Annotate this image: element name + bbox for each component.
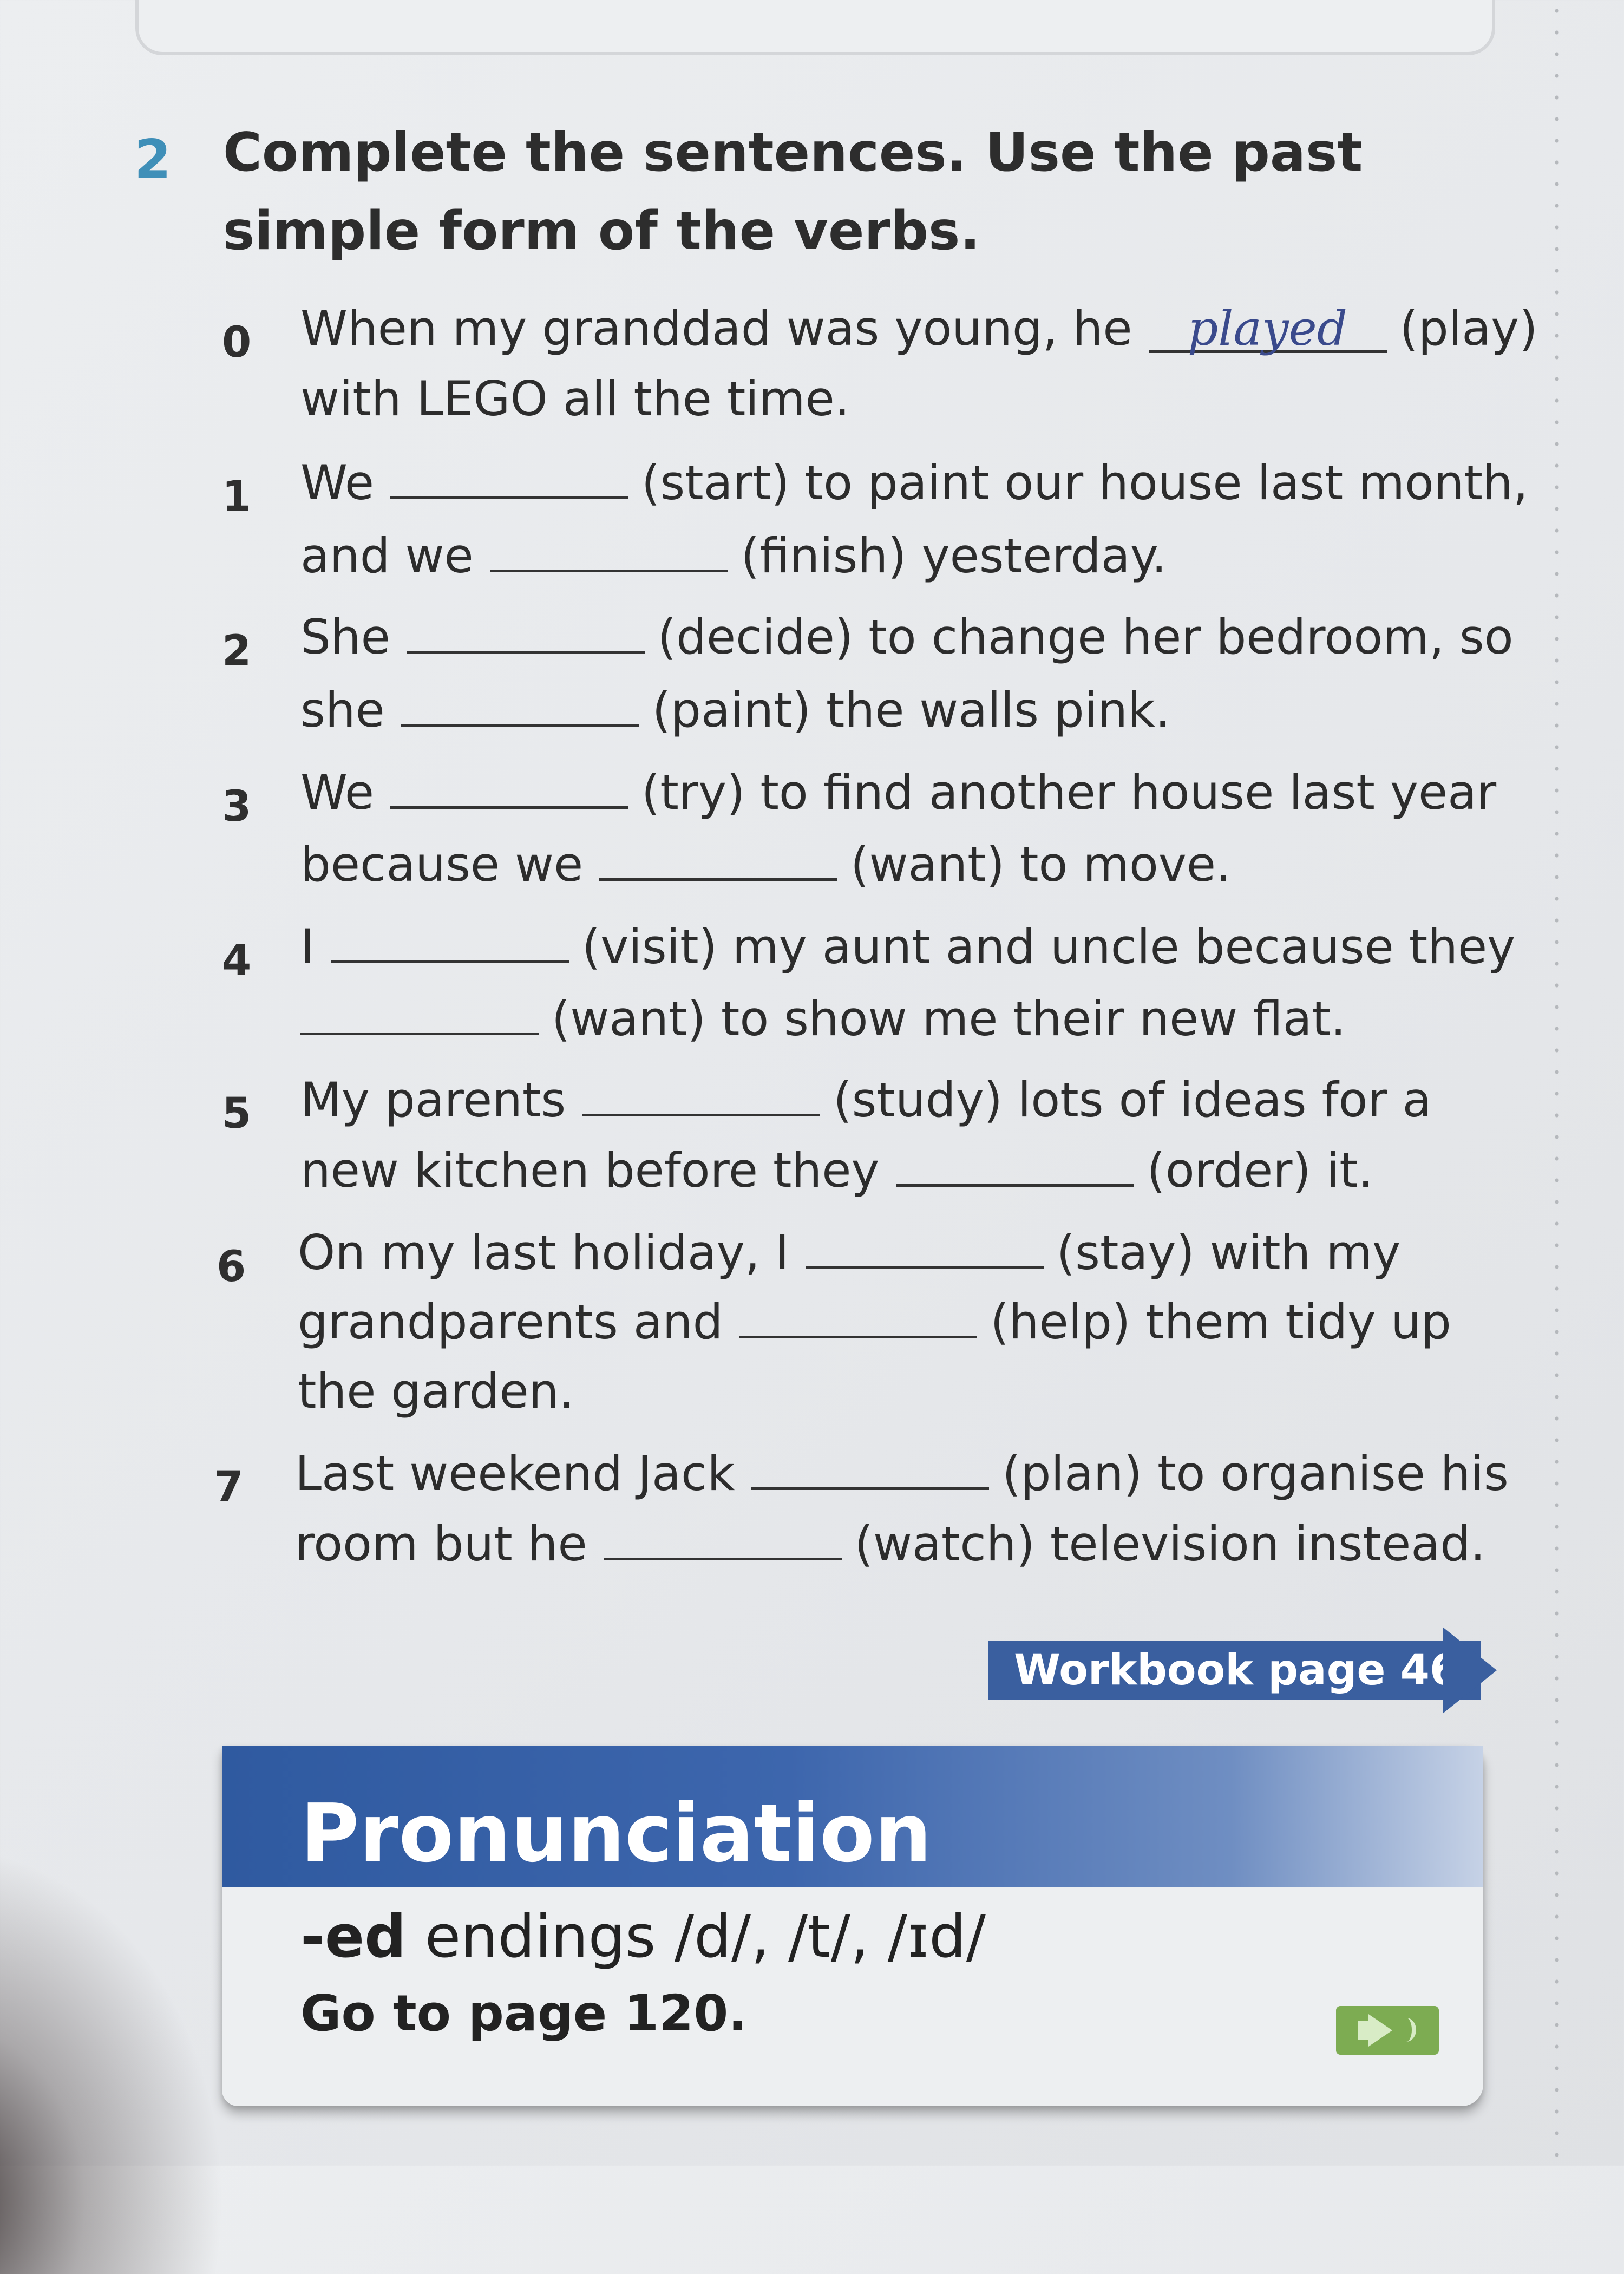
endings-text: endings /d/, /t/, /ɪd/ [406, 1903, 986, 1971]
item-text: We [300, 764, 374, 820]
item-line-1 [300, 300, 1538, 356]
answer-blank[interactable] [896, 1146, 1134, 1187]
item-line-1 [300, 455, 1528, 511]
item-line-2 [300, 528, 1167, 584]
item-number: 1 [222, 473, 252, 521]
verb-hint: (decide) to change her bedroom, so [657, 609, 1514, 665]
item-text: I [300, 919, 315, 975]
verb-hint: (help) them tidy up [990, 1294, 1451, 1350]
item-text: On my last holiday, I [298, 1225, 789, 1280]
sound-wave [1397, 2018, 1416, 2042]
ed-suffix: -ed [300, 1903, 407, 1971]
verb-hint: (start) to paint our house last month, [641, 455, 1528, 511]
item-line-2 [300, 371, 850, 427]
item-text: My parents [300, 1072, 566, 1128]
exercise-instructions: Complete the sentences. Use the past simple form of the verbs. [223, 122, 1363, 262]
answer-blank[interactable] [582, 1076, 820, 1116]
answer-blank[interactable] [390, 768, 628, 809]
item-number: 0 [222, 318, 252, 367]
verb-hint: (stay) with my [1056, 1225, 1401, 1280]
pronunciation-title: Pronunciation [300, 1787, 932, 1880]
item-text: because we [300, 837, 584, 892]
answer-blank[interactable] [604, 1520, 842, 1560]
item-number: 7 [214, 1463, 244, 1512]
item-text: Last weekend Jack [295, 1446, 735, 1501]
item-line-2 [284, 991, 1346, 1047]
item-text: We [300, 455, 374, 511]
verb-hint: (order) it. [1147, 1142, 1373, 1198]
item-line-2 [295, 1516, 1485, 1572]
verb-hint: (finish) yesterday. [741, 528, 1167, 584]
speaker-icon[interactable] [1336, 2006, 1439, 2055]
answer-blank[interactable] [806, 1229, 1044, 1269]
previous-exercise-box [135, 0, 1495, 55]
item-text: with LEGO all the time. [300, 371, 850, 427]
item-text: grandparents and [298, 1294, 723, 1350]
answer-blank[interactable] [300, 995, 539, 1035]
answer-field[interactable]: played [1149, 307, 1387, 353]
item-line-2 [298, 1294, 1451, 1350]
item-text: She [300, 609, 390, 665]
page-edge-dots [1554, 0, 1560, 2166]
answer-blank[interactable] [751, 1449, 989, 1490]
arrow-right-icon [1443, 1627, 1497, 1714]
item-text: When my granddad was young, he [300, 300, 1132, 356]
item-line-1 [298, 1225, 1400, 1280]
pronunciation-subtitle [300, 1903, 986, 1971]
item-text: and we [300, 528, 474, 584]
answer-blank[interactable] [331, 923, 569, 963]
answer-blank[interactable] [407, 613, 645, 654]
item-number: 5 [222, 1089, 252, 1138]
item-number: 2 [222, 627, 252, 676]
answer-blank[interactable] [490, 532, 728, 572]
item-text: new kitchen before they [300, 1142, 880, 1198]
item-line-1 [300, 609, 1514, 665]
item-text: the garden. [298, 1363, 574, 1419]
speaker-cone [1368, 2014, 1392, 2047]
item-line-2 [300, 837, 1231, 892]
verb-hint: (try) to find another house last year [641, 764, 1497, 820]
verb-hint: (study) lots of ideas for a [833, 1072, 1432, 1128]
verb-hint: (play) [1399, 300, 1538, 356]
item-line-1 [300, 764, 1496, 820]
item-line-1 [295, 1446, 1509, 1501]
item-line-3 [298, 1363, 574, 1419]
verb-hint: (watch) television instead. [854, 1516, 1485, 1572]
verb-hint: (paint) the walls pink. [652, 682, 1170, 738]
item-line-2 [300, 682, 1170, 738]
answer-blank[interactable] [401, 686, 639, 727]
verb-hint: (want) to move. [850, 837, 1232, 892]
exercise-number: 2 [134, 129, 172, 191]
verb-hint: (visit) my aunt and uncle because they [581, 919, 1516, 975]
item-line-1 [300, 1072, 1431, 1128]
item-text: she [300, 682, 385, 738]
answer-blank[interactable] [390, 459, 628, 499]
item-number: 6 [217, 1243, 246, 1291]
verb-hint: (want) to show me their new flat. [552, 991, 1346, 1047]
workbook-page-link[interactable]: Workbook page 46 [988, 1641, 1481, 1700]
item-text: room but he [295, 1516, 587, 1572]
verb-hint: (plan) to organise his [1002, 1446, 1509, 1501]
item-number: 4 [222, 937, 252, 985]
answer-blank[interactable] [599, 840, 837, 881]
item-line-2 [300, 1142, 1373, 1198]
go-to-page-text: Go to page 120. [300, 1984, 748, 2042]
item-line-1 [300, 919, 1515, 975]
item-number: 3 [222, 782, 252, 831]
answer-blank[interactable] [739, 1298, 977, 1338]
